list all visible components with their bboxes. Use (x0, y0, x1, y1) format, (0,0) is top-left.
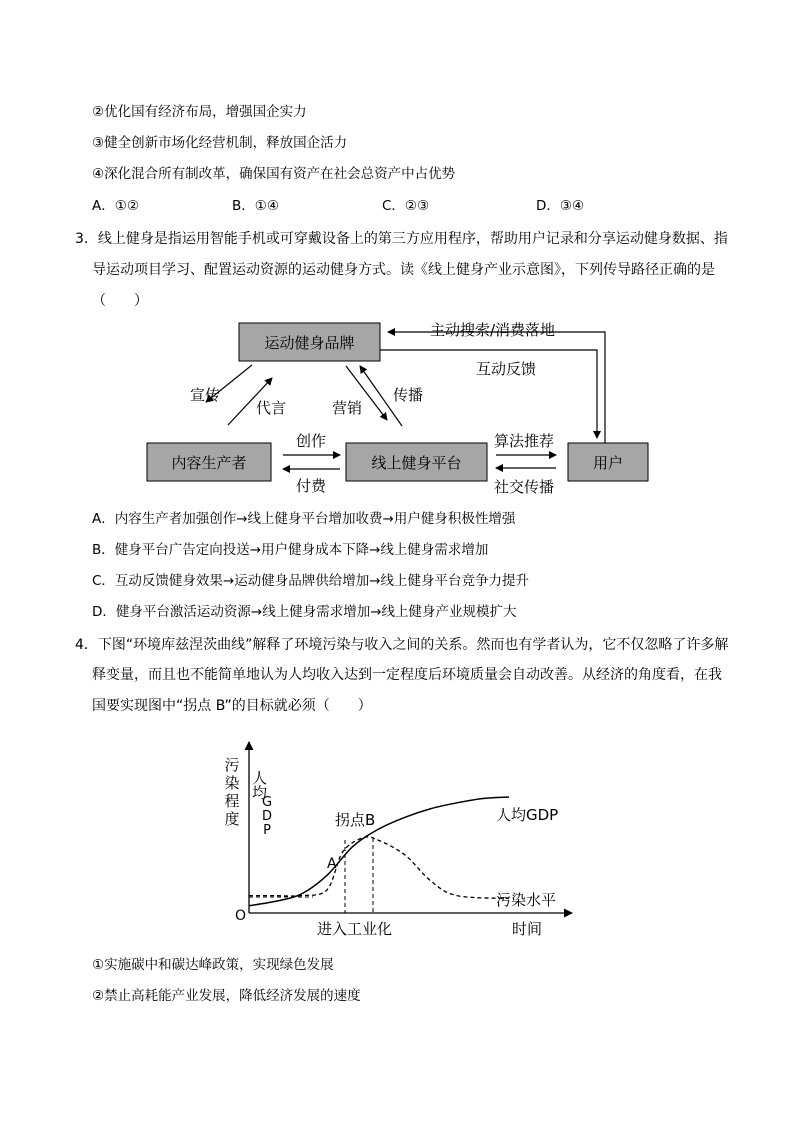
q4-item-1: ①实施碳中和碳达峰政策，实现绿色发展 (92, 957, 334, 973)
lbl-feedback: 互动反馈 (476, 360, 537, 378)
ylabel-gdp-b: G (261, 795, 273, 810)
series-gdp-line (249, 797, 509, 906)
label-gdp: 人均GDP (496, 806, 559, 824)
q2-item-4: ④深化混合所有制改革，确保国有资产在社会总资产中占优势 (92, 166, 456, 182)
ylabel-pollution-char3: 程 (224, 792, 240, 810)
lbl-promo: 宣传 (190, 386, 221, 404)
xlabel: 时间 (512, 920, 543, 938)
lbl-search: 主动搜索/消费落地 (430, 321, 556, 339)
q2-option-d[interactable]: D．③④ (536, 198, 585, 214)
lbl-create: 创作 (296, 432, 327, 450)
lbl-algo: 算法推荐 (494, 432, 555, 450)
q4-stem-line3: 国要实现图中“拐点 B”的目标就必须（ ） (92, 698, 372, 714)
q3-stem-line3: （ ） (92, 293, 148, 309)
lbl-pay: 付费 (296, 477, 327, 495)
q2-option-b[interactable]: B．①④ (232, 198, 279, 214)
box-producer-label: 内容生产者 (171, 454, 247, 472)
ylabel-gdp-d: P (263, 823, 271, 838)
q3-stem-line2: 导运动项目学习、配置运动资源的运动健身方式。读《线上健身产业示意图》，下列传导路径正确的是 (92, 262, 715, 278)
q2-option-a[interactable]: A．①② (92, 198, 139, 214)
q4-stem-line2: 释变量，而且也不能简单地认为人均收入达到一定程度后环境质量会自动改善。从经济的角度看，在我 (92, 667, 722, 683)
q3-option-b[interactable]: B．健身平台广告定向投送→用户健身成本下降→线上健身需求增加 (92, 542, 489, 558)
lbl-social: 社交传播 (494, 478, 555, 496)
lbl-endorse: 代言 (256, 399, 287, 417)
series-pollution-line (249, 837, 509, 899)
ylabel-gdp-a: 人均 (250, 770, 268, 800)
ylabel-pollution-char1: 污 (224, 756, 240, 774)
box-platform-label: 线上健身平台 (371, 454, 462, 472)
x-annotation: 进入工业化 (317, 920, 393, 938)
q4-item-2: ②禁止高耗能产业发展，降低经济发展的速度 (92, 988, 361, 1004)
box-brand-label: 运动健身品牌 (264, 334, 355, 352)
q2-item-3: ③健全创新市场化经营机制，释放国企活力 (92, 135, 348, 151)
q3-option-d[interactable]: D．健身平台激活运动资源→线上健身需求增加→线上健身产业规模扩大 (92, 604, 517, 620)
q4-stem-line1: 4．下图“环境库兹涅茨曲线”解释了环境污染与收入之间的关系。然而也有学者认为，它不仅忽略了许多解 (75, 637, 729, 653)
q2-item-2: ②优化国有经济布局，增强国企实力 (92, 104, 307, 120)
ylabel-pollution-char4: 度 (224, 810, 240, 828)
q2-option-c[interactable]: C．②③ (382, 198, 430, 214)
point-b-label: 拐点B (335, 811, 376, 829)
origin-label: O (235, 908, 247, 924)
label-pollution: 污染水平 (496, 891, 557, 909)
box-user-label: 用户 (592, 454, 624, 472)
q3-option-a[interactable]: A．内容生产者加强创作→线上健身平台增加收费→用户健身积极性增强 (92, 511, 516, 527)
point-a-label: A (327, 856, 337, 872)
lbl-marketing: 营销 (332, 399, 363, 417)
ylabel-pollution-char2: 染 (224, 774, 240, 792)
q3-stem-line1: 3．线上健身是指运用智能手机或可穿戴设备上的第三方应用程序，帮助用户记录和分享运动健身数据、指 (75, 231, 728, 247)
lbl-spread: 传播 (393, 386, 424, 404)
ylabel-gdp-c: D (261, 809, 273, 824)
q3-option-c[interactable]: C．互动反馈健身效果→运动健身品牌供给增加→线上健身平台竞争力提升 (92, 573, 530, 589)
